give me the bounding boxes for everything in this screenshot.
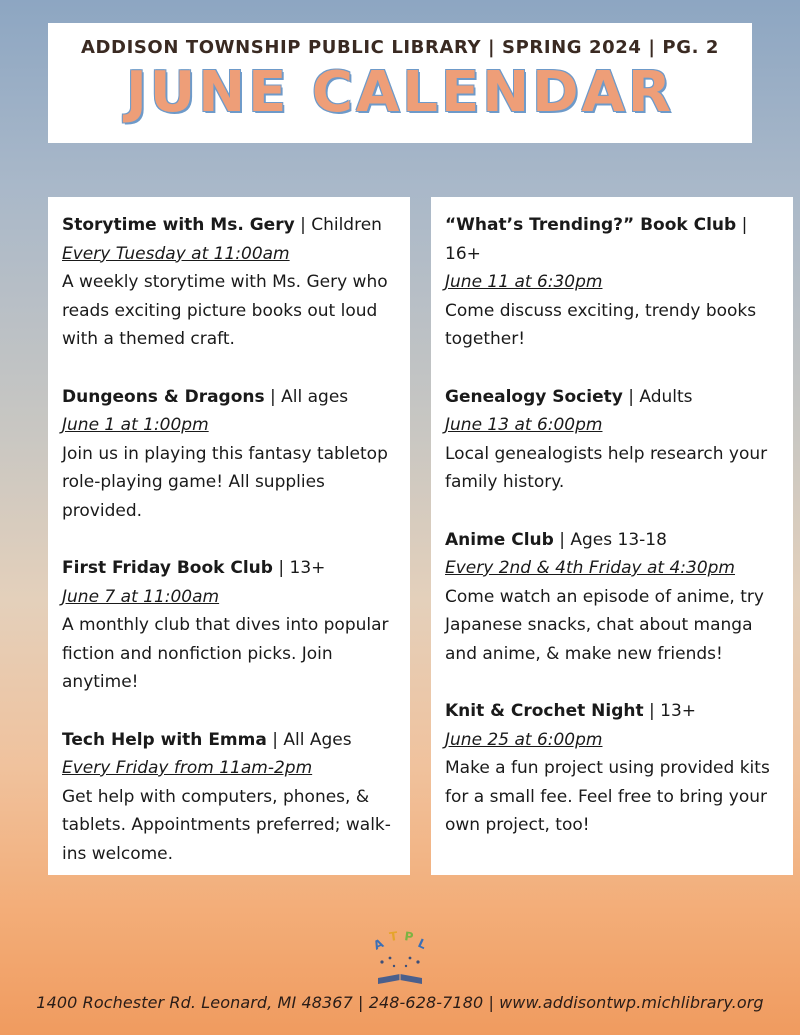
event-audience: | 13+ xyxy=(272,558,326,578)
event-description: Local genealogists help research your family history. xyxy=(445,443,768,492)
header-banner xyxy=(48,23,752,143)
page-title: JUNE CALENDAR xyxy=(125,60,675,125)
event-description: Come watch an episode of anime, try Japanese snacks, chat about manga and anime, & make new friends! xyxy=(445,586,764,664)
event-whats-trending-book-club xyxy=(445,211,779,354)
event-when: Every 2nd & 4th Friday at 4:30pm xyxy=(445,558,735,578)
header-subtitle: ADDISON TOWNSHIP PUBLIC LIBRARY | SPRING 2024 | PG. 2 xyxy=(80,37,720,58)
logo-letter-t: T xyxy=(388,928,399,944)
event-title: First Friday Book Club xyxy=(62,558,273,578)
event-audience: | Adults xyxy=(622,386,693,407)
event-knit-crochet-night xyxy=(445,697,779,840)
event-when: June 25 at 6:00pm xyxy=(445,729,603,750)
footer-contact: 1400 Rochester Rd. Leonard, MI 48367 | 248-628-7180 | www.addisontwp.michlibrary.org xyxy=(36,993,764,1012)
event-title: Tech Help with Emma xyxy=(62,729,267,750)
event-description: A weekly storytime with Ms. Gery who reads exciting picture books out loud with a themed craft. xyxy=(62,272,388,349)
event-storytime xyxy=(62,211,396,354)
event-when: June 11 at 6:30pm xyxy=(445,272,603,292)
event-audience: | Children xyxy=(294,215,382,235)
left-events-column xyxy=(48,197,410,875)
right-events-column xyxy=(431,197,793,875)
event-description: Get help with computers, phones, & tablets. Appointments preferred; walk-ins welcome. xyxy=(62,786,391,864)
event-title: Storytime with Ms. Gery xyxy=(62,215,295,235)
logo-stars xyxy=(380,957,419,968)
logo-letter-p: P xyxy=(403,929,415,945)
event-title: Dungeons & Dragons xyxy=(62,386,265,407)
event-description: Come discuss exciting, trendy books together! xyxy=(445,300,757,349)
event-title: Anime Club xyxy=(445,529,554,550)
event-dungeons-dragons xyxy=(62,383,396,526)
event-when: Every Tuesday at 11:00am xyxy=(62,243,290,264)
logo-letter-a: A xyxy=(371,936,386,953)
event-title: “What’s Trending?” Book Club xyxy=(445,215,737,235)
event-description: Join us in playing this fantasy tabletop role-playing game! All supplies provided. xyxy=(62,443,388,521)
event-genealogy-society xyxy=(445,383,779,497)
event-when: June 7 at 11:00am xyxy=(62,586,220,607)
logo-letter-l: L xyxy=(415,936,429,952)
event-title: Knit & Crochet Night xyxy=(445,701,644,721)
event-when: June 1 at 1:00pm xyxy=(62,415,209,435)
event-audience: | 16+ xyxy=(445,215,748,264)
event-audience: | 13+ xyxy=(643,701,697,721)
event-description: Make a fun project using provided kits for a small fee. Feel free to bring your own project, too! xyxy=(445,758,770,835)
event-description: A monthly club that dives into popular fiction and nonfiction picks. Join anytime! xyxy=(62,615,389,692)
event-audience: | Ages 13-18 xyxy=(553,529,667,550)
event-tech-help xyxy=(62,726,396,869)
event-title: Genealogy Society xyxy=(445,386,623,407)
event-first-friday-book-club xyxy=(62,554,396,697)
library-logo xyxy=(364,928,436,990)
event-anime-club xyxy=(445,526,779,669)
event-audience: | All Ages xyxy=(266,729,352,750)
event-when: Every Friday from 11am-2pm xyxy=(62,758,313,778)
event-audience: | All ages xyxy=(264,386,349,407)
event-when: June 13 at 6:00pm xyxy=(445,415,603,435)
